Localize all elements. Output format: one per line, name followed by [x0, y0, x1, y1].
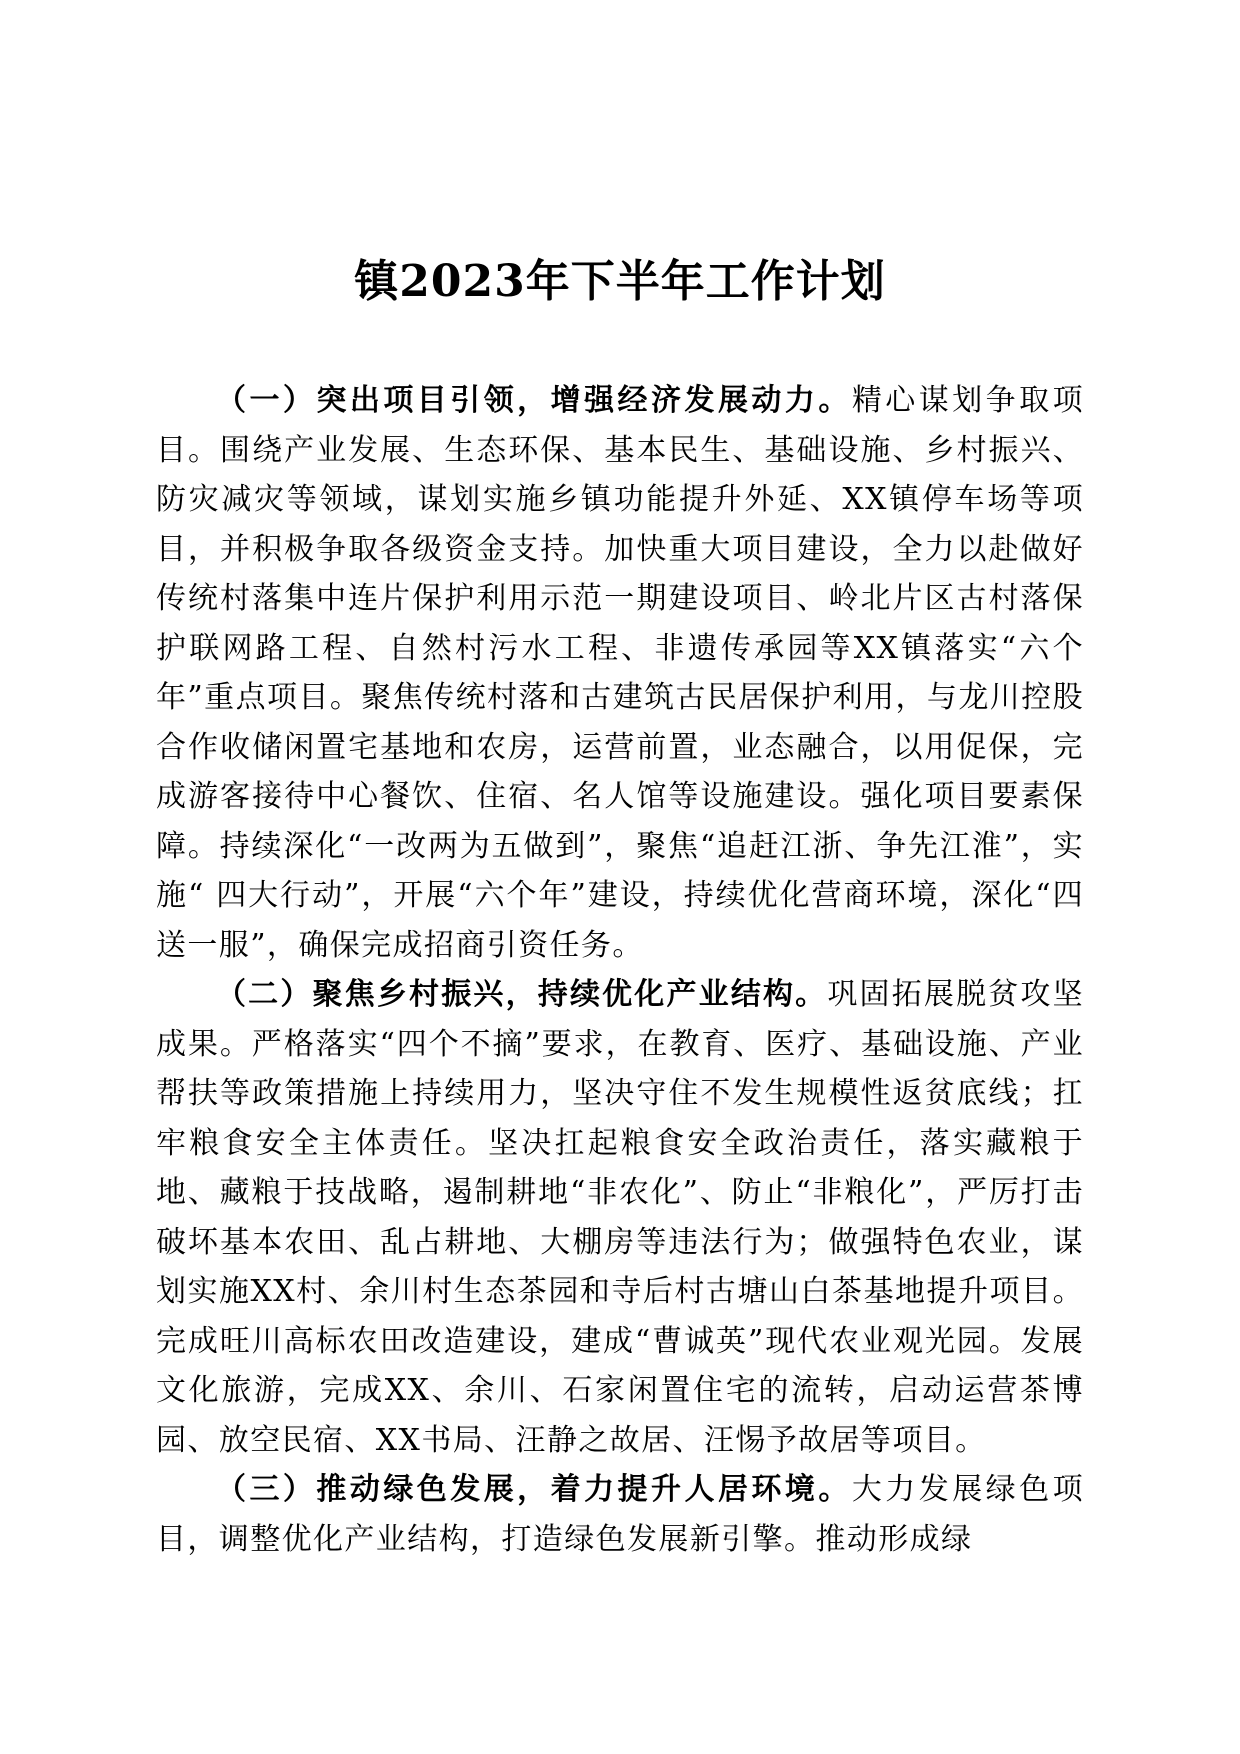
paragraph-2-heading: （二）聚焦乡村振兴，持续优化产业结构。 — [216, 977, 828, 1012]
paragraph-3 — [156, 1465, 1084, 1564]
paragraph-1-text: 精心谋划争取项目。围绕产业发展、生态环保、基本民生、基础设施、乡村振兴、防灾减灾等领域，谋划实施乡镇功能提升外延、XX镇停车场等项目，并积极争取各级资金支持。加快重大项目建设，全力以赴做好传统村落集中连片保护利用示范一期建设项目、岭北片区古村落保护联网路工程、自然村污水工程、非遗传承园等XX镇落实“六个年”重点项目。聚焦传统村落和古建筑古民居保护利用，与龙川控股合作收储闲置宅基地和农房，运营前置，业态融合，以用促保，完成游客接待中心餐饮、住宿、名人馆等设施建设。强化项目要素保障。持续深化“一改两为五做到”，聚焦“追赶江浙、争先江淮”，实施“ 四大行动”，开展“六个年”建设，持续优化营商环境，深化“四送一服”，确保完成招商引资任务。 — [156, 383, 1084, 963]
paragraph-1 — [156, 376, 1084, 970]
paragraph-3-heading: （三）推动绿色发展，着力提升人居环境。 — [216, 1472, 852, 1507]
document-body — [156, 376, 1084, 1564]
paragraph-1-heading: （一）突出项目引领，增强经济发展动力。 — [216, 383, 852, 418]
paragraph-3-text: 大力发展绿色项目，调整优化产业结构，打造绿色发展新引擎。推动形成绿 — [156, 1472, 1084, 1557]
document-title: 镇2023年下半年工作计划 — [354, 256, 886, 307]
paragraph-2 — [156, 970, 1084, 1465]
paragraph-2-text: 巩固拓展脱贫攻坚成果。严格落实“四个不摘”要求，在教育、医疗、基础设施、产业帮扶等政策措施上持续用力，坚决守住不发生规模性返贫底线；扛牢粮食安全主体责任。坚决扛起粮食安全政治责任，落实藏粮于地、藏粮于技战略，遏制耕地“非农化”、防止“非粮化”，严厉打击破坏基本农田、乱占耕地、大棚房等违法行为；做强特色农业，谋划实施XX村、余川村生态茶园和寺后村古塘山白茶基地提升项目。完成旺川高标农田改造建设，建成“曹诚英”现代农业观光园。发展文化旅游，完成XX、余川、石家闲置住宅的流转，启动运营茶博园、放空民宿、XX书局、汪静之故居、汪惕予故居等项目。 — [156, 977, 1084, 1458]
